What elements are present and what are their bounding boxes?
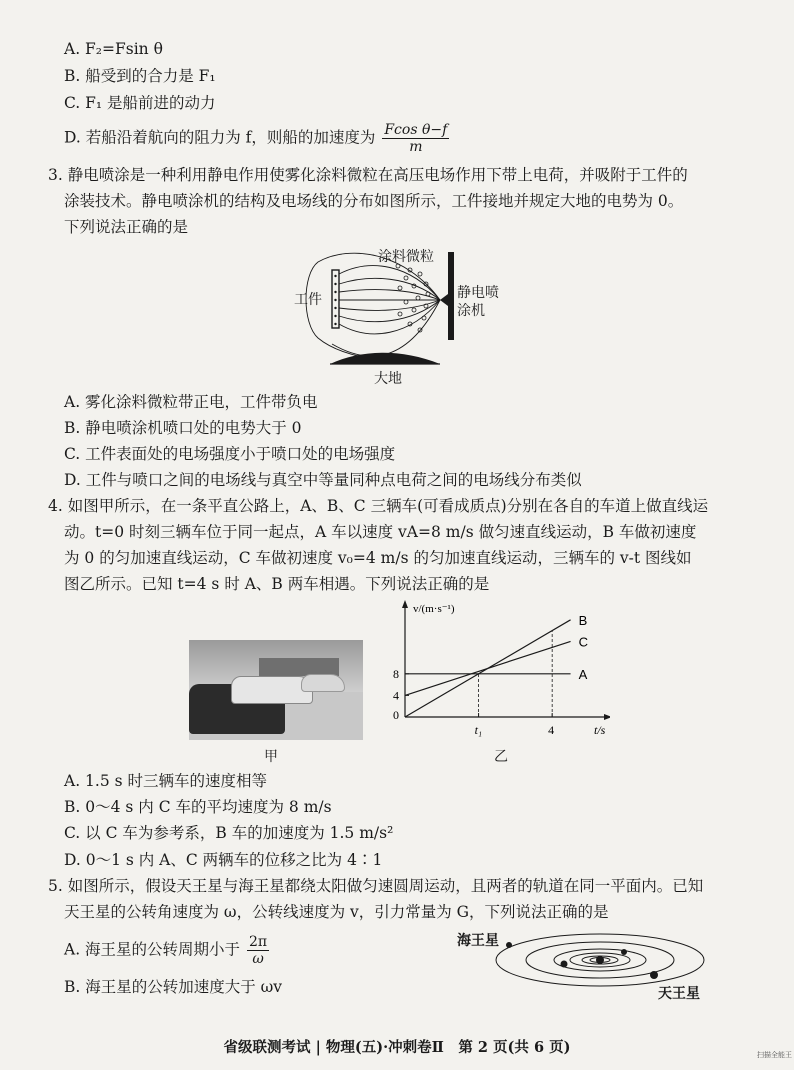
q2-option-c: C. F₁ 是船前进的动力 — [64, 94, 216, 112]
q5-option-a — [64, 934, 269, 967]
x-axis-arrow — [604, 714, 610, 720]
y-tick-label: 4 — [393, 688, 399, 703]
q3-option-d: D. 工件与喷口之间的电场线与真空中等量同种点电荷之间的电场线分布类似 — [64, 471, 582, 489]
q5-option-a-fraction — [247, 934, 269, 967]
q4-stem-line1: 4. 如图甲所示，在一条平直公路上，A、B、C 三辆车(可看成质点)分别在各自的车道上做直线运 — [48, 497, 709, 515]
q2-option-d — [64, 122, 449, 155]
sun — [596, 956, 604, 964]
label-uranus: 天王星 — [658, 986, 700, 1002]
series-label-A: A — [578, 666, 588, 682]
q2-option-b: B. 船受到的合力是 F₁ — [64, 67, 216, 85]
q5-option-a-text: A. 海王星的公转周期小于 — [64, 940, 241, 959]
x-tick-label: 4 — [548, 723, 555, 737]
y-axis-arrow — [402, 600, 408, 608]
vt-series — [405, 620, 571, 717]
fraction-numerator: 2π — [249, 934, 268, 950]
inner-planet — [561, 961, 568, 968]
q4-option-b: B. 0～4 s 内 C 车的平均速度为 8 m/s — [64, 798, 332, 816]
q3-stem-line1: 3. 静电喷涂是一种利用静电作用使雾化涂料微粒在高压电场作用下带上电荷，并吸附于工件的 — [48, 166, 688, 184]
label-sprayer-line1: 静电喷 — [457, 285, 499, 301]
highway-photo — [189, 640, 363, 740]
q4-option-a: A. 1.5 s 时三辆车的速度相等 — [64, 772, 268, 790]
scanner-logo: 扫描全能王 — [757, 1051, 792, 1059]
series-label-C: C — [578, 634, 588, 650]
q3-option-c: C. 工件表面处的电场强度小于喷口处的电场强度 — [64, 445, 396, 463]
q5-stem-line1: 5. 如图所示，假设天王星与海王星都绕太阳做匀速圆周运动，且两者的轨道在同一平面内。已知 — [48, 877, 704, 895]
q3-option-a: A. 雾化涂料微粒带正电，工件带负电 — [64, 393, 318, 411]
q4-stem-line2: 动。t=0 时刻三辆车位于同一起点，A 车以速度 vA=8 m/s 做匀速直线运动，B 车做初速度 — [64, 523, 697, 541]
label-ground: 大地 — [374, 371, 402, 387]
fig-yi-caption: 乙 — [494, 749, 508, 765]
q4-option-c: C. 以 C 车为参考系，B 车的加速度为 1.5 m/s² — [64, 824, 394, 842]
x-tick-label: t₁ — [474, 723, 483, 737]
q5-option-b: B. 海王星的公转加速度大于 ωv — [64, 978, 283, 996]
label-sprayer-line2: 涂机 — [457, 303, 485, 319]
series-line-C — [405, 641, 571, 695]
q2-option-d-text: D. 若船沿着航向的阻力为 f，则船的加速度为 — [64, 128, 376, 147]
y-tick-label: 8 — [393, 666, 399, 681]
vt-chart — [380, 600, 610, 750]
q4-option-d: D. 0～1 s 内 A、C 两辆车的位移之比为 4∶1 — [64, 851, 383, 869]
q5-stem-line2: 天王星的公转角速度为 ω，公转线速度为 v，引力常量为 G，下列说法正确的是 — [64, 903, 609, 921]
q3-option-b: B. 静电喷涂机喷口处的电势大于 0 — [64, 419, 302, 437]
series-label-B: B — [578, 612, 588, 628]
sprayer-plate — [448, 252, 454, 340]
y-axis-label: v/(m·s⁻¹) — [413, 603, 455, 615]
field-lines — [306, 253, 440, 360]
q2-option-a: A. F₂=Fsin θ — [64, 40, 163, 58]
label-particles: 涂料微粒 — [378, 249, 434, 265]
q2-option-d-fraction — [382, 122, 449, 155]
q4-stem-line4: 图乙所示。已知 t=4 s 时 A、B 两车相遇。下列说法正确的是 — [64, 575, 490, 593]
fraction-numerator: Fcos θ−f — [384, 122, 448, 138]
uranus-dot — [650, 971, 658, 979]
spray-particles — [396, 264, 430, 332]
inner-planet — [621, 949, 627, 955]
page-footer: 省级联测考试 | 物理(五)·冲刺卷Ⅱ 第 2 页(共 6 页) — [223, 1039, 571, 1056]
label-neptune: 海王星 — [457, 933, 499, 949]
x-axis-label: t/s — [594, 723, 606, 737]
fig-jia-caption: 甲 — [264, 749, 278, 765]
fraction-denominator: ω — [252, 951, 264, 967]
label-workpiece: 工件 — [294, 292, 322, 308]
q3-stem-line3: 下列说法正确的是 — [64, 218, 189, 236]
y-tick-label: 0 — [393, 708, 399, 722]
fraction-denominator: m — [409, 139, 423, 155]
far-car — [301, 674, 345, 692]
neptune-dot — [506, 942, 512, 948]
q3-stem-line2: 涂装技术。静电喷涂机的结构及电场线的分布如图所示，工件接地并规定大地的电势为 0。 — [64, 192, 684, 210]
spray-nozzle — [440, 294, 448, 306]
ground-mound — [330, 353, 440, 364]
q4-stem-line3: 为 0 的匀加速直线运动，C 车做初速度 v₀=4 m/s 的匀加速直线运动，三辆车的 v-t 图线如 — [64, 549, 692, 567]
